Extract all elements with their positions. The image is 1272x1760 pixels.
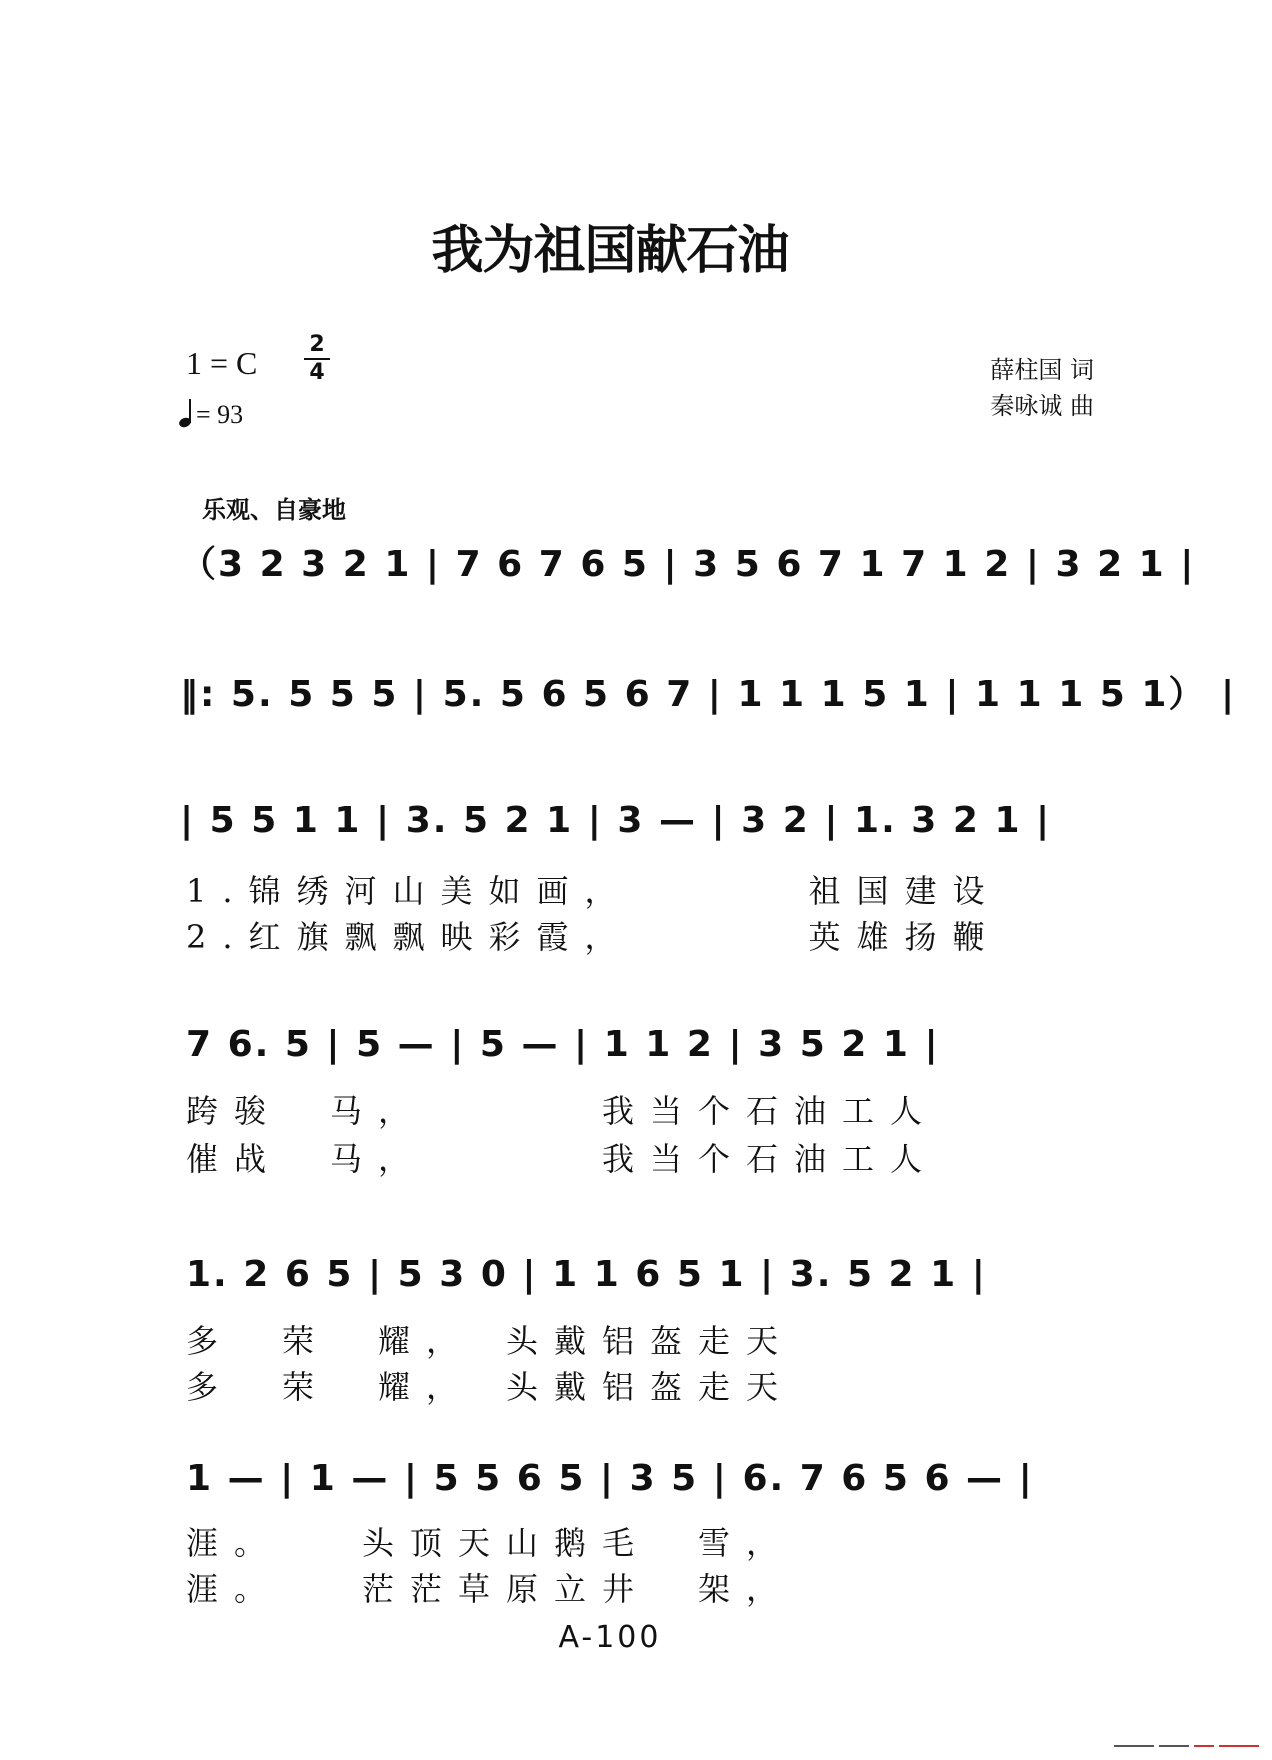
lyric-line-5-verse-1: 多 荣 耀， 头戴铝盔走天 — [186, 1322, 795, 1360]
lyric-line-3-verse-1: 1.锦绣河山美如画， 祖国建设 — [186, 872, 1001, 910]
lyric-line-6-verse-2: 涯。 茫茫草原立井 架， — [186, 1570, 795, 1608]
lyric-line-4-verse-1: 跨骏 马， 我当个石油工人 — [186, 1092, 939, 1130]
notation-line-6: 1 — | 1 — | 5 5 6 5 | 3 5 | 6. 7 6 5 6 — | — [186, 1458, 1034, 1499]
composer: 秦咏诚 曲 — [990, 392, 1094, 420]
key-signature: 1 = C — [186, 345, 258, 381]
quarter-note-icon — [178, 401, 190, 427]
lyricist: 薛柱国 词 — [990, 356, 1094, 384]
page-title: 我为祖国献石油 — [431, 221, 789, 281]
lyric-line-3-verse-2: 2.红旗飘飘映彩霞， 英雄扬鞭 — [186, 918, 1001, 956]
time-signature-denominator: 4 — [309, 360, 325, 385]
credits — [990, 352, 1094, 424]
watermark — [1114, 1735, 1264, 1745]
notation-line-3: | 5 5 1 1 | 3. 5 2 1 | 3 — | 3 2 | 1. 3 2 1 | — [180, 800, 1052, 841]
notation-line-1: （3 2 3 2 1 | 7 6 7 6 5 | 3 5 6 7 1 7 1 2 | 3 2 1 | — [180, 544, 1196, 585]
notation-line-2: ‖: 5. 5 5 5 | 5. 5 6 5 6 7 | 1 1 1 5 1 | 1 1 1 5 1） | — [180, 674, 1237, 715]
lyric-line-5-verse-2: 多 荣 耀， 头戴铝盔走天 — [186, 1368, 795, 1406]
time-signature — [304, 334, 330, 384]
notation-line-4: 7 6. 5 | 5 — | 5 — | 1 1 2 | 3 5 2 1 | — [186, 1024, 940, 1065]
lyric-line-4-verse-2: 催战 马， 我当个石油工人 — [186, 1140, 939, 1178]
lyric-line-6-verse-1: 涯。 头顶天山鹅毛 雪， — [186, 1524, 795, 1562]
tempo-value: = 93 — [196, 400, 244, 429]
time-signature-numerator: 2 — [309, 332, 325, 357]
page-number: A-100 — [558, 1620, 662, 1655]
expression-marking: 乐观、自豪地 — [202, 496, 346, 524]
tempo-marking — [178, 400, 243, 430]
notation-line-5: 1. 2 6 5 | 5 3 0 | 1 1 6 5 1 | 3. 5 2 1 | — [186, 1254, 987, 1295]
